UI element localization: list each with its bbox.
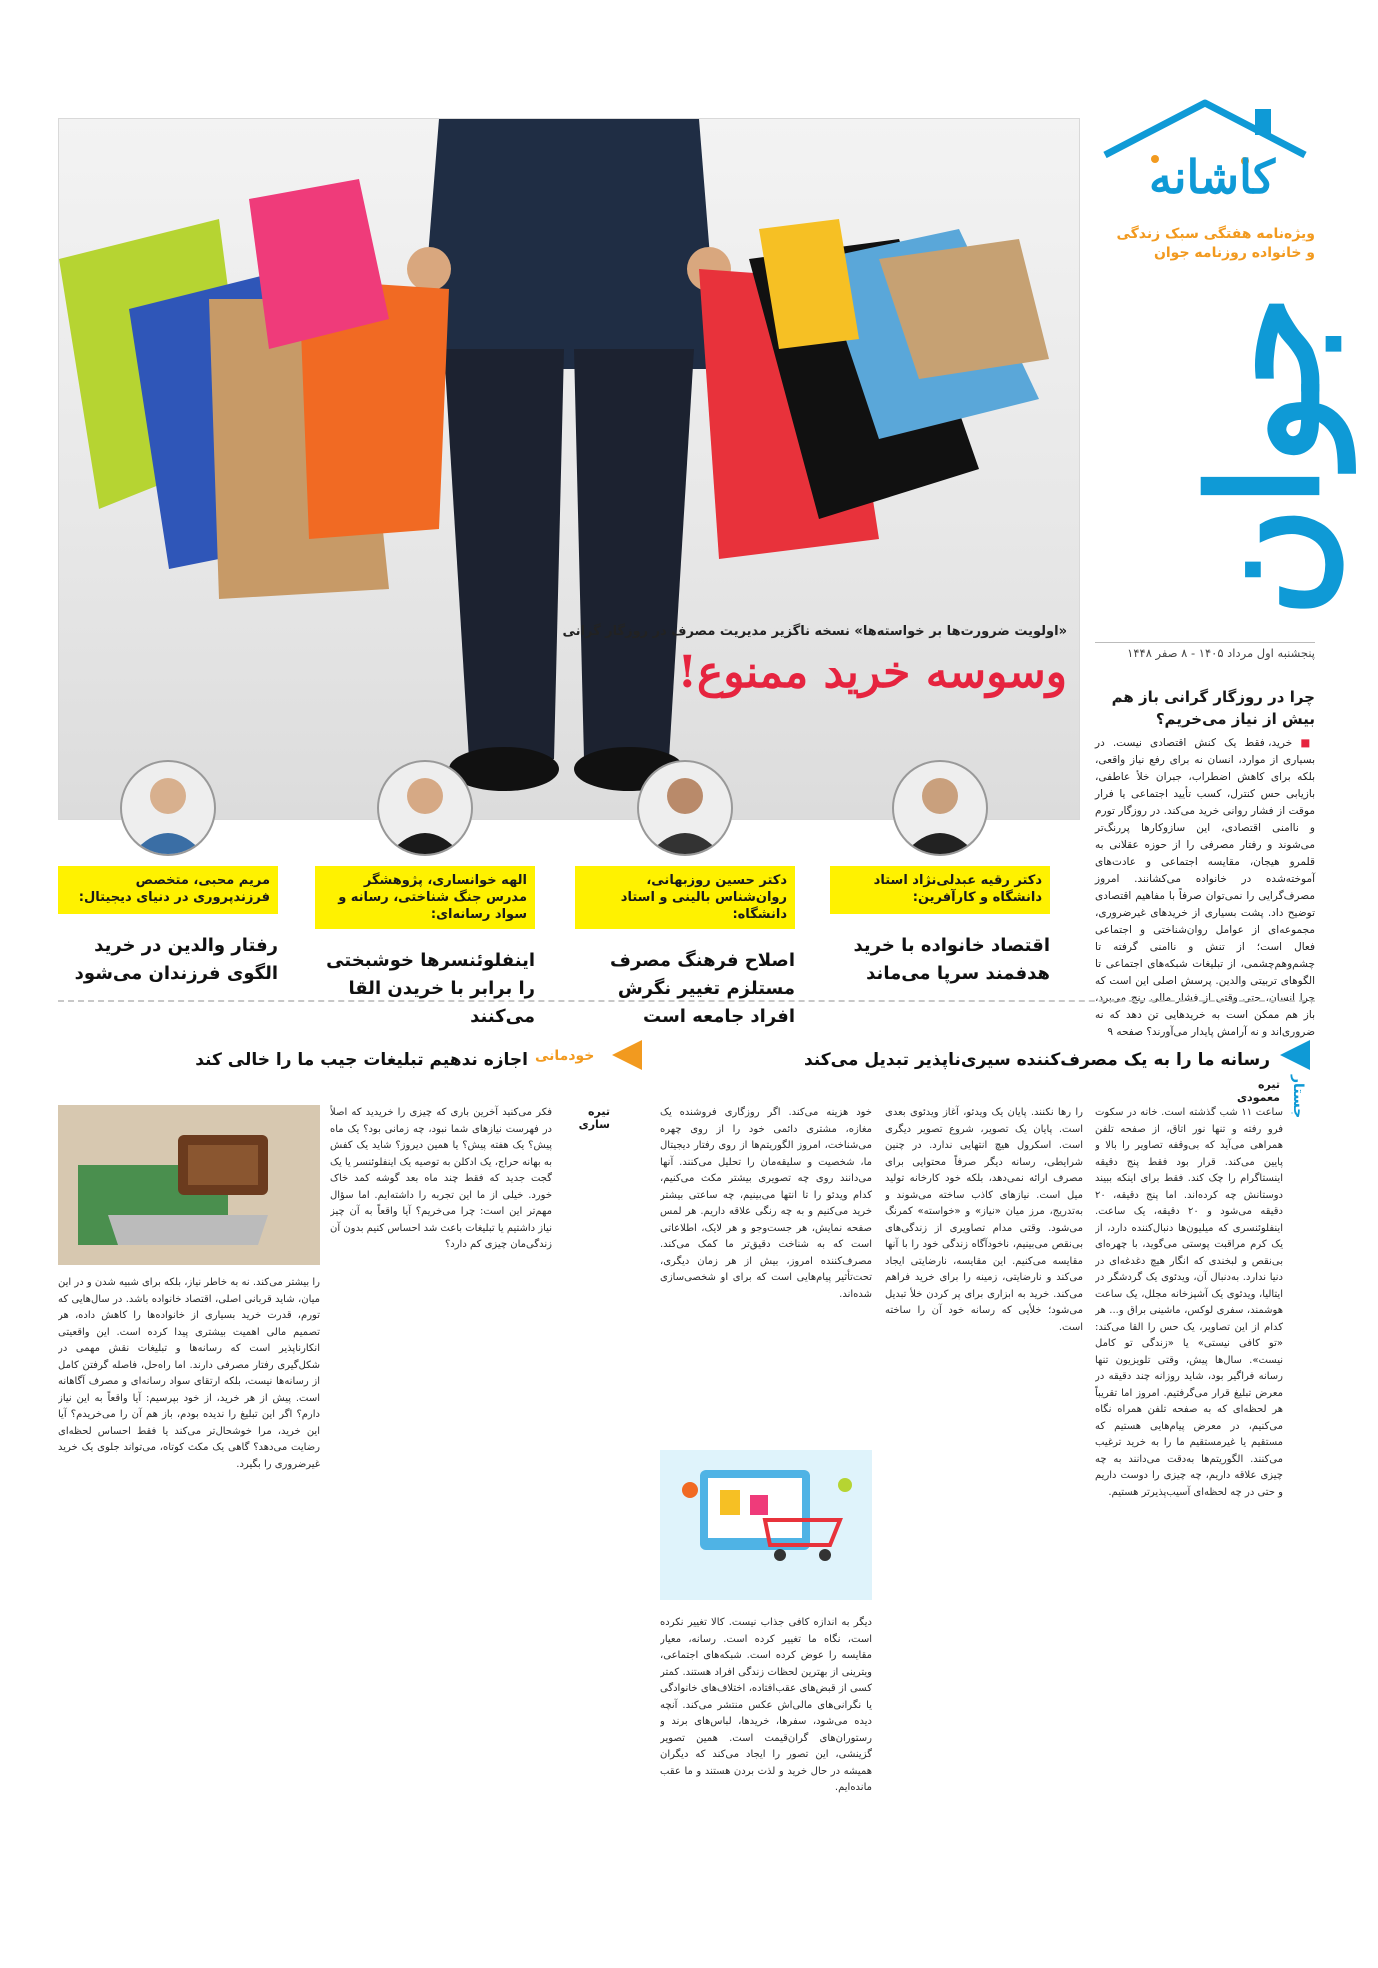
issue-date: پنجشنبه اول مرداد ۱۴۰۵ - ۸ صفر ۱۴۴۸: [1095, 642, 1315, 660]
main-article-column: خود هزینه می‌کند. اگر روزگاری فروشنده یک مغازه، مشتری دائمی خود را از روی چهره می‌شناخت، امروز الگوریتم‌ها از روی رفتار دیجیتال ما، شخصیت و سلیقه‌مان را تحلیل می‌کنند. آنها می‌دانند روی چه تصویری بیشتر مکث می‌کنیم، کدام ویدئو را تا انتها می‌بینیم، چه ساعتی بیشتر خرید می‌کنیم و به چه رنگی علاقه داریم. هر لمس صفحه نمایش، هر جست‌وجو و هر لایک، اطلاعاتی است که به شناخت دقیق‌تر ما کمک می‌کند. مصرف‌کننده امروز، بیش از هر زمان دیگری، تحت‌تأثیر پیام‌هایی است که برای او شخصی‌سازی شده‌اند.: [660, 1107, 872, 1300]
teaser-body: [1095, 735, 1315, 1041]
author-card: [575, 760, 795, 1031]
teaser-title: چرا در روزگار گرانی باز هم بیش از نیاز می‌خریم؟: [1111, 688, 1315, 728]
main-article-byline: تیره معمودی: [1236, 1078, 1280, 1104]
side-article-column: فکر می‌کنید آخرین باری که چیزی را خریدید که اصلاً در فهرست نیازهای شما نبود، چه زمانی بود؟ یک ماه پیش؟ یک هفته پیش؟ یا همین دیروز؟ شاید یک کفش به بهانه حراج، یک ادکلن به توصیه یک اینفلوئنسر یا یک گجت جدید که فقط چند ماه بعد گوشه کمد خاک خورد. خیلی از ما این تجربه را داشته‌ایم. اما سؤال مهم‌تر این است: چرا می‌خریم؟ آیا واقعاً به آن چیز نیاز داشتیم یا تبلیغات باعث شد احساس کنیم بدون آن زندگی‌مان چیزی کم دارد؟: [330, 1107, 552, 1250]
teaser-text: خرید، فقط یک کنش اقتصادی نیست. در بسیاری از موارد، انسان نه برای رفع نیاز واقعی، بلکه برای کاهش اضطراب، جبران خلأ عاطفی، بازیابی حس کنترل، کسب تأیید اجتماعی یا فرار موقت از فشار روانی خرید می‌کند. در روزگار تورم و ناامنی اقتصادی، این سازوکارها پررنگ‌تر می‌شوند و رفتار مصرفی را از حوزه عقلانی به قلمرو هیجان، مقایسه اجتماعی و عادت‌های آموخته‌شده در خانواده می‌کشانند. امروز مصرف‌گرایی را نمی‌توان صرفاً با مفاهیم اقتصادی توضیح داد. پشت بسیاری از خریدهای غیرضروری، مجموعه‌ای از عوامل روان‌شناختی و اجتماعی فعال است؛ از تنش و ناامنی گرفته تا چشم‌وهم‌چشمی، از تبلیغات شبکه‌های اجتماعی تا الگوهای تربیتی والدین. پرسش اصلی این است که چرا انسان، حتی وقتی از فشار مالی رنج می‌برد، باز هم ممکن است به خریدهایی تن دهد که نه ضروری‌اند و نه آرامش پایدار می‌آورند؟: [1095, 737, 1315, 1038]
side-article-byline: تیره ساری: [578, 1105, 610, 1131]
author-badge: مریم محبی، متخصص فرزندپروری در دنیای دیجیتال:: [58, 866, 278, 914]
avatar: [637, 760, 733, 856]
author-article-title: اصلاح فرهنگ مصرف مستلزم تغییر نگرش افراد جامعه است: [610, 950, 795, 1027]
avatar: [120, 760, 216, 856]
main-article-column: را رها نکنند. پایان یک ویدئو، آغاز ویدئوی بعدی است. پایان یک تصویر، شروع تصویر دیگری است. اسکرول هیچ انتهایی ندارد. در چنین شرایطی، رسانه دیگر صرفاً محتوایی برای مصرف ارائه نمی‌دهد، بلکه خود کارخانه تولید میل است. نیازهای کاذب ساخته می‌شوند و به‌تدریج، مرز میان «نیاز» و «خواسته» کمرنگ می‌شود. وقتی مدام تصاویری از زندگی‌های بی‌نقص می‌بینیم، ناخودآگاه زندگی خود را با آنها مقایسه می‌کنیم. این مقایسه، نارضایتی ایجاد می‌کند و نارضایتی، زمینه را برای خرید فراهم می‌کند. خرید به ابزاری برای پر کردن خلأ تبدیل می‌شود؛ خلأیی که رسانه خود آن را ساخته است.: [885, 1107, 1083, 1333]
wallet-photo: [58, 1105, 320, 1265]
author-badge: دکتر رقیه عبدلی‌نژاد استاد دانشگاه و کارآفرین:: [830, 866, 1050, 914]
avatar: [377, 760, 473, 856]
main-article-column: ساعت ۱۱ شب گذشته است. خانه در سکوت فرو رفته و تنها نور اتاق، از صفحه تلفن همراهی می‌آید که بی‌وقفه تصاویر را بالا و پایین می‌کند. قرار بود فقط پنج دقیقه اینستاگرام را چک کند. فقط برای اینکه ببیند دوستانش چه کرده‌اند. اما پنج دقیقه، ۲۰ دقیقه می‌شود و ۲۰ دقیقه، یک ساعت. اینفلوئنسری که میلیون‌ها دنبال‌کننده دارد، از یک کرم مراقبت پوستی می‌گوید، با چهره‌ای بی‌نقص و لبخندی که انگار هیچ دغدغه‌ای در دنیا ندارد. به‌دنبال آن، ویدئوی یک گردشگر در ایتالیا، ویدئوی یک آشپزخانه مجلل، یک ساعت هوشمند، سفری لوکس، ماشینی براق و... هر کدام از این تصاویر، یک حس را القا می‌کند: «تو کافی نیستی» یا «زندگی تو کامل نیست». سال‌ها پیش، وقتی تلویزیون تنها رسانه فراگیر بود، شاید روزانه چند دقیقه در معرض تبلیغ قرار می‌گرفتیم. امروز اما تقریباً هر لحظه‌ای که به صفحه تلفن همراه نگاه می‌کنیم، در معرض پیام‌هایی هستیم که مستقیم یا غیرمستقیم ما را به خرید ترغیب می‌کنند. الگوریتم‌ها به‌دقت می‌دانند به چه چیزی علاقه داریم، چه چیزی را دوست داریم و حتی در چه لحظه‌ای آسیب‌پذیرتر هستیم.: [1095, 1107, 1283, 1498]
brand-subtitle: ویژه‌نامه هفتگی سبک زندگی و خانواده روزنامه جوان: [1116, 226, 1315, 261]
main-article-column: دیگر به اندازه کافی جذاب نیست. کالا تغییر نکرده است، نگاه ما تغییر کرده است. رسانه، معیار مقایسه را عوض کرده است. شبکه‌های اجتماعی، ویترینی از بهترین لحظات زندگی افراد هستند. کمتر کسی از قبض‌های عقب‌افتاده، اختلاف‌های خانوادگی یا نگرانی‌های مالی‌اش عکس منتشر می‌کند. آنچه دیده می‌شود، سفرها، خریدها، لباس‌های برند و رستوران‌های گران‌قیمت است. همین تصویر گزینشی، این تصور را ایجاد می‌کند که دیگران همیشه در حال خرید و لذت بردن هستند و ما عقب مانده‌ایم.: [660, 1617, 872, 1793]
side-article-column: را بیشتر می‌کند. نه به خاطر نیاز، بلکه برای شبیه شدن و در این میان، شاید قربانی اصلی، اقتصاد خانواده باشد. در سال‌هایی که تورم، قدرت خرید بسیاری از خانواده‌ها را کاهش داده، هر تصمیم مالی اهمیت بیشتری پیدا کرده است. این واقعیتی انکارناپذیر است که رسانه‌ها و تبلیغات نقش مهمی در شکل‌گیری رفتار مصرفی دارند. اما راه‌حل، فاصله گرفتن کامل از رسانه‌ها نیست، بلکه ارتقای سواد رسانه‌ای و مصرف آگاهانه است. پیش از هر خرید، از خود بپرسیم: آیا واقعاً به این نیاز دارم؟ اگر این تبلیغ را ندیده بودم، باز هم آن را می‌خریدم؟ آیا این خرید، مرا خوشحال‌تر می‌کند یا فقط احساس لحظه‌ای رضایت می‌دهد؟ گاهی یک مکث کوتاه، می‌تواند جلوی یک خرید غیرضروری را بگیرد.: [58, 1277, 320, 1470]
author-badge: دکتر حسین روزبهانی، روان‌شناس بالینی و استاد دانشگاه:: [575, 866, 795, 929]
author-article-title: رفتار والدین در خرید الگوی فرزندان می‌شود: [74, 935, 278, 984]
hero-headline: وسوسه خرید ممنوع!: [677, 647, 1067, 698]
side-article-tag: خودمانی: [535, 1048, 595, 1064]
avatar: [892, 760, 988, 856]
author-card: [830, 760, 1050, 988]
brand-big-title: جوان: [1177, 295, 1353, 618]
shopping-bags-illustration: [59, 119, 1079, 819]
shopping-cart-illustration: [660, 1450, 872, 1600]
author-card: [58, 760, 278, 988]
brand-small-title: کاشانه: [1149, 150, 1275, 204]
teaser-page-ref: صفحه ۹: [1107, 1026, 1144, 1038]
author-article-title: اینفلوئنسرها خوشبختی را برابر با خریدن القا می‌کنند: [326, 950, 535, 1027]
main-article-tag: جستار: [1290, 1075, 1306, 1119]
hero-caption: «اولویت ضرورت‌ها بر خواسته‌ها» نسخه ناگزیر مدیریت مصرف در روزگار گرانی: [562, 624, 1067, 639]
author-card: [315, 760, 535, 1031]
masthead: [1095, 95, 1353, 650]
section-divider: [58, 1000, 1315, 1002]
triangle-marker-icon: [1280, 1040, 1310, 1070]
triangle-marker-icon: [612, 1040, 642, 1070]
bullet-icon: ■: [1300, 737, 1316, 749]
side-article-title: اجازه ندهیم تبلیغات جیب ما را خالی کند: [195, 1050, 528, 1070]
author-badge: الهه خوانساری، پژوهشگر مدرس جنگ شناختی، رسانه و سواد رسانه‌ای:: [315, 866, 535, 929]
author-article-title: اقتصاد خانواده با خرید هدفمند سرپا می‌ماند: [853, 935, 1050, 984]
hero-image: [58, 118, 1080, 820]
main-article-title: رسانه ما را به یک مصرف‌کننده سیری‌ناپذیر تبدیل می‌کند: [804, 1050, 1270, 1070]
